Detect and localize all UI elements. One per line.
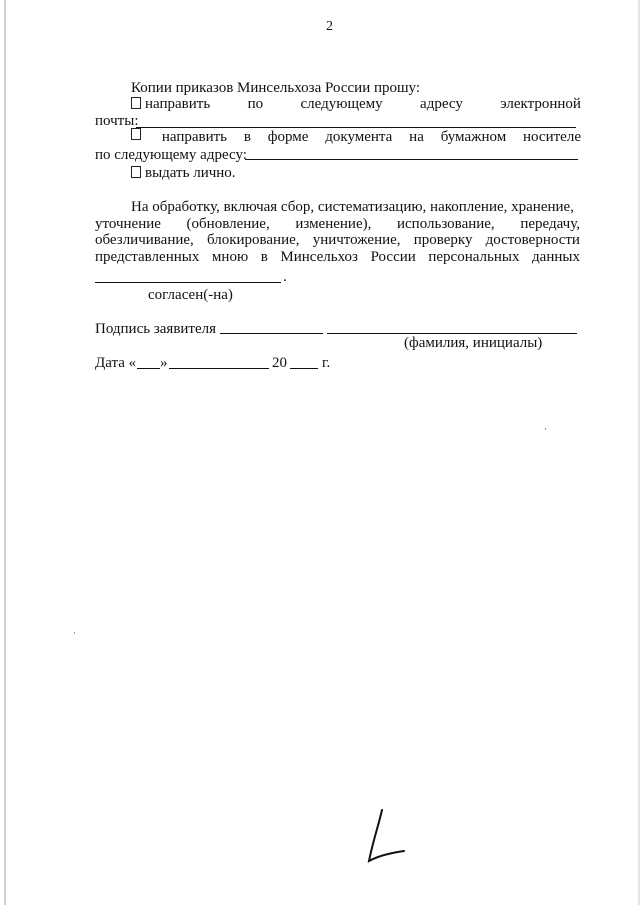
scan-speck	[74, 632, 75, 634]
handwritten-mark	[360, 805, 420, 870]
copies-intro: Копии приказов Минсельхоза России прошу:	[131, 80, 421, 96]
option-in-person[interactable]: выдать лично.	[131, 164, 236, 182]
date-year-prefix: 20	[272, 355, 287, 371]
signature-label: Подпись заявителя	[95, 321, 217, 337]
scan-speck	[545, 428, 546, 430]
consent-line-1: На обработку, включая сбор, систематизацию, накопление, хранение,	[131, 199, 574, 215]
email-label: почты:	[95, 113, 139, 129]
date-close-quote: »	[160, 355, 168, 371]
consent-data-field[interactable]	[95, 282, 281, 283]
address-field[interactable]	[245, 159, 578, 160]
consent-line-3: обезличивание, блокирование, уничтожение, проверку достоверности	[95, 232, 580, 248]
name-hint: (фамилия, инициалы)	[404, 335, 543, 351]
option-paper-line: направить в форме документа на бумажном носителе	[131, 128, 581, 146]
option-email[interactable]: направить	[131, 95, 210, 113]
consent-line-4: представленных мною в Минсельхоз России персональных данных	[95, 249, 580, 265]
consent-period: .	[283, 269, 287, 285]
date-month-field[interactable]	[169, 368, 269, 369]
checkbox-email[interactable]	[131, 97, 141, 109]
date-year-field[interactable]	[290, 368, 318, 369]
consent-agreed: согласен(-на)	[148, 287, 233, 303]
checkbox-in-person[interactable]	[131, 166, 141, 178]
page-number: 2	[326, 19, 333, 34]
date-day-field[interactable]	[137, 368, 160, 369]
scan-edge-left	[4, 0, 6, 905]
address-label: по следующему адресу:	[95, 147, 247, 163]
date-year-suffix: г.	[322, 355, 331, 371]
signature-field[interactable]	[220, 333, 323, 334]
consent-line-2: уточнение (обновление, изменение), использование, передачу,	[95, 216, 580, 232]
option-email-line: направить по следующему адресу электронной	[131, 95, 581, 113]
checkbox-paper[interactable]	[131, 128, 141, 140]
date-label: Дата «	[95, 355, 137, 371]
